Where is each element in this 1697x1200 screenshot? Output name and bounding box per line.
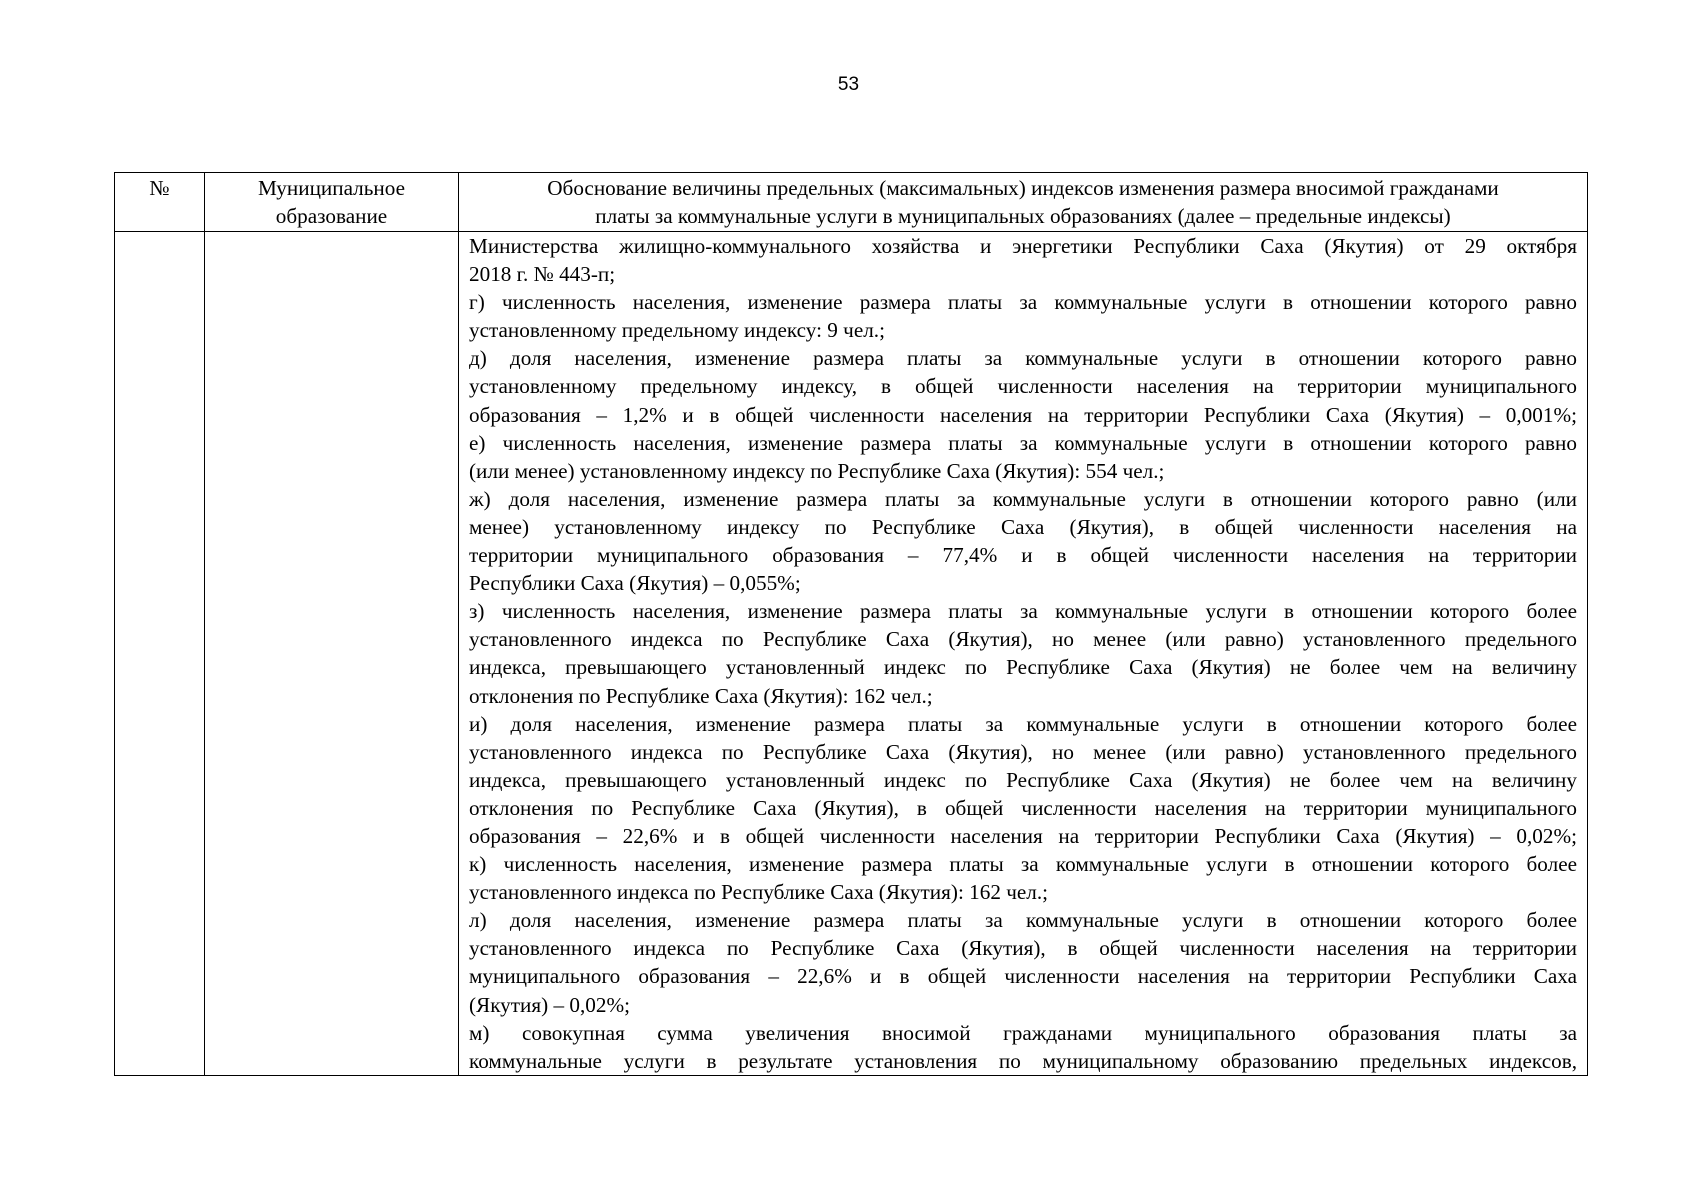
text-line: муниципального образования – 22,6% и в общей численности населения на территории Республики Саха — [469, 964, 1577, 989]
header-number — [115, 173, 205, 232]
header-justification — [459, 173, 1588, 232]
header-municipality — [205, 173, 459, 232]
text-line: г) численность населения, изменение размера платы за коммунальные услуги в отношении которого равно — [469, 290, 1577, 315]
text-line: образования – 1,2% и в общей численности населения на территории Республики Саха (Якутия) – 0,001%; — [469, 402, 1577, 427]
text-line: (Якутия) – 0,02%; — [469, 992, 630, 1017]
cell-justification — [459, 232, 1588, 1076]
text-line: Министерства жилищно-коммунального хозяйства и энергетики Республики Саха (Якутия) от 29 октября — [469, 234, 1577, 258]
table-row — [115, 232, 1588, 1076]
text-line: коммунальные услуги в результате установления по муниципальному образованию предельных индексов, — [469, 1048, 1577, 1073]
text-line: отклонения по Республике Саха (Якутия), в общей численности населения на территории муниципального — [469, 795, 1577, 820]
text-line: отклонения по Республике Саха (Якутия): 162 чел.; — [469, 683, 933, 708]
text-line: установленного индекса по Республике Саха (Якутия), но менее (или равно) установленного предельного — [469, 739, 1577, 764]
text-line: установленного индекса по Республике Саха (Якутия), в общей численности населения на территории — [469, 936, 1577, 961]
text-line: м) совокупная сумма увеличения вносимой гражданами муниципального образования платы за — [469, 1020, 1577, 1045]
text-line: ж) доля населения, изменение размера платы за коммунальные услуги в отношении которого равно (или — [469, 486, 1577, 511]
text-line: установленному предельному индексу: 9 чел.; — [469, 318, 885, 343]
text-line: д) доля населения, изменение размера платы за коммунальные услуги в отношении которого равно — [469, 346, 1577, 371]
header-justification-line2: платы за коммунальные услуги в муниципальных образованиях (далее – предельные индексы) — [595, 204, 1451, 228]
text-line: территории муниципального образования – 77,4% и в общей численности населения на территории — [469, 543, 1577, 568]
page-number: 53 — [837, 74, 860, 95]
text-line: индекса, превышающего установленный индекс по Республике Саха (Якутия) не более чем на величину — [469, 655, 1577, 680]
justification-table — [114, 172, 1588, 1076]
text-line: установленному предельному индексу, в общей численности населения на территории муниципального — [469, 374, 1577, 399]
cell-municipality — [205, 232, 459, 1076]
text-line: к) численность населения, изменение размера платы за коммунальные услуги в отношении которого более — [469, 852, 1577, 877]
text-line: 2018 г. № 443-п; — [469, 262, 616, 287]
text-line: и) доля населения, изменение размера платы за коммунальные услуги в отношении которого более — [469, 711, 1577, 736]
text-line: установленного индекса по Республике Саха (Якутия): 162 чел.; — [469, 880, 1049, 905]
text-line: (или менее) установленному индексу по Республике Саха (Якутия): 554 чел.; — [469, 458, 1165, 483]
header-municipality-line2: образование — [275, 204, 388, 228]
table-header-row — [115, 173, 1588, 232]
text-line: образования – 22,6% и в общей численности населения на территории Республики Саха (Якутия) – 0,02%; — [469, 823, 1577, 848]
text-line: индекса, превышающего установленный индекс по Республике Саха (Якутия) не более чем на величину — [469, 767, 1577, 792]
header-justification-line1: Обоснование величины предельных (максимальных) индексов изменения размера вносимой гражданами — [547, 176, 1499, 200]
text-line: установленного индекса по Республике Саха (Якутия), но менее (или равно) установленного предельного — [469, 627, 1577, 652]
text-line: Республики Саха (Якутия) – 0,055%; — [469, 571, 801, 596]
cell-number — [115, 232, 205, 1076]
text-line: л) доля населения, изменение размера платы за коммунальные услуги в отношении которого более — [469, 908, 1577, 933]
text-line: з) численность населения, изменение размера платы за коммунальные услуги в отношении которого более — [469, 599, 1577, 624]
text-line: е) численность населения, изменение размера платы за коммунальные услуги в отношении которого равно — [469, 430, 1577, 455]
text-line: менее) установленному индексу по Республике Саха (Якутия), в общей численности населения на — [469, 514, 1577, 539]
header-number-label: № — [149, 176, 170, 200]
header-municipality-line1: Муниципальное — [257, 176, 406, 200]
